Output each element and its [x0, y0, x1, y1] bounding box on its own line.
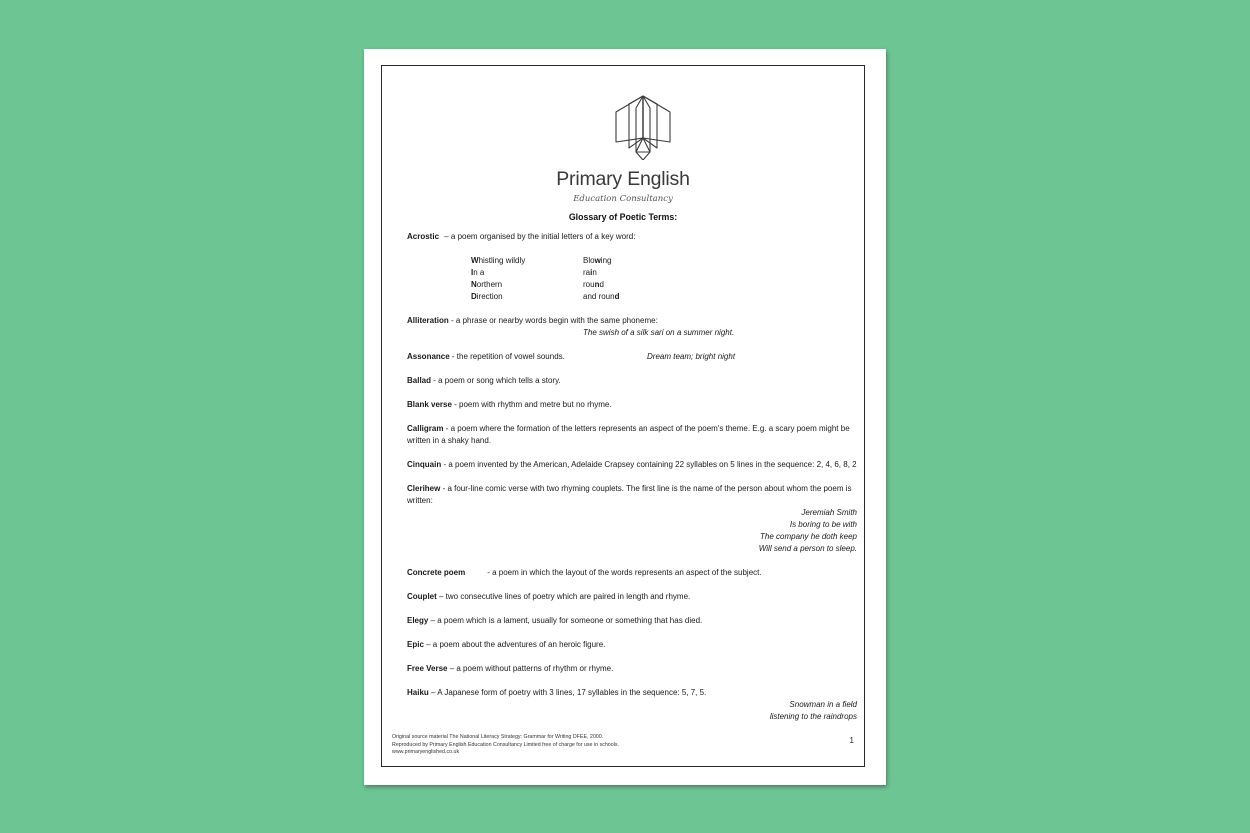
brand-tagline: Education Consultancy	[573, 194, 673, 204]
entry-elegy: Elegy – a poem which is a lament, usually for someone or something that has died.	[407, 616, 703, 625]
definition: – a poem organised by the initial letters of a key word:	[444, 232, 636, 241]
document-page	[364, 49, 886, 785]
footer-website: www.primaryenglished.co.uk	[392, 749, 460, 756]
term: Acrostic	[407, 232, 440, 241]
example: The swish of a silk sari on a summer night.	[583, 328, 735, 337]
open-book-logo-icon	[606, 92, 680, 160]
haiku-example: Snowman in a field listening to the raindrops	[769, 700, 857, 721]
entry-haiku: Haiku – A Japanese form of poetry with 3 lines, 17 syllables in the sequence: 5, 7, 5. Snowman in a field listening to the raindrops	[407, 688, 857, 721]
entry-cinquain: Cinquain - a poem invented by the American, Adelaide Crapsey containing 22 syllables on 5 lines in the sequence: 2, 4, 6, 8, 2	[407, 460, 857, 469]
entry-acrostic	[407, 231, 858, 243]
document-title: Glossary of Poetic Terms:	[568, 212, 678, 222]
entry-alliteration: Alliteration - a phrase or nearby words begin with the same phoneme: The swish of a silk sari on a summer night.	[407, 315, 858, 339]
acrostic-column-2: Blowing rain round and round	[583, 256, 620, 301]
entry-clerihew: Clerihew - a four-line comic verse with two rhyming couplets. The first line is the name of the person about whom the poem is written: Jeremiah Smith Is boring to be with The company he doth keep Will send a person to sleep.	[407, 484, 857, 553]
entry-couplet: Couplet – two consecutive lines of poetry which are paired in length and rhyme.	[407, 592, 691, 601]
example: Dream team; bright night	[647, 352, 736, 361]
entry-calligram: Calligram - a poem where the formation of the letters represents an aspect of the poem's theme. E.g. a scary poem might be written in a shaky hand.	[407, 424, 850, 445]
brand-name: Primary English	[556, 168, 690, 190]
entry-free-verse: Free Verse – a poem without patterns of rhythm or rhyme.	[407, 664, 614, 673]
entry-assonance: Assonance - the repetition of vowel sounds. Dream team; bright night	[407, 352, 736, 361]
page-number: 1	[849, 736, 854, 745]
entry-epic: Epic – a poem about the adventures of an heroic figure.	[407, 640, 606, 649]
entry-concrete-poem: Concrete poem - a poem in which the layout of the words represents an aspect of the subject.	[407, 568, 762, 577]
entry-blank-verse: Blank verse - poem with rhythm and metre but no rhyme.	[407, 400, 612, 409]
page-footer: Original source material The National Literacy Strategy: Grammar for Writing DFEE, 2000. Reproduced by Primary English Education Consultancy Limited free of charge for use in schools. www.primaryenglished.co.uk	[392, 734, 620, 756]
page-border	[381, 65, 865, 767]
acrostic-example	[407, 255, 858, 303]
glossary-body	[407, 231, 858, 723]
entry-ballad: Ballad - a poem or song which tells a story.	[407, 376, 561, 385]
acrostic-column-1: Whistling wildly In a Northern Direction	[471, 256, 526, 301]
clerihew-example: Jeremiah Smith Is boring to be with The company he doth keep Will send a person to sleep.	[758, 508, 857, 553]
